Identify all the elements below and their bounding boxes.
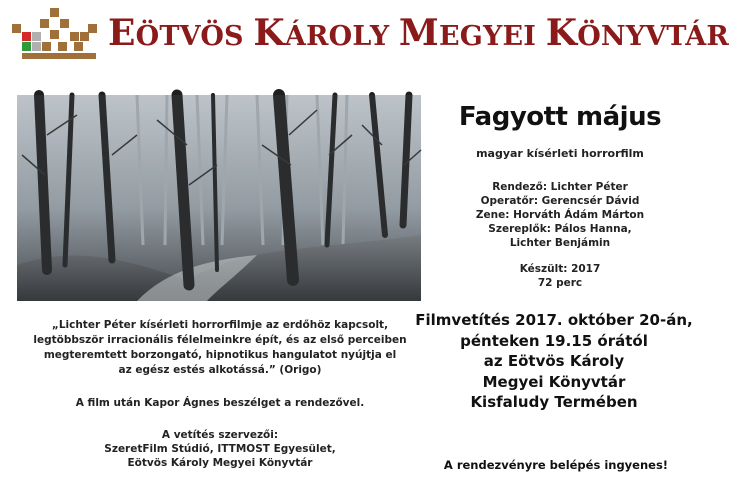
review-quote <box>28 318 412 378</box>
quote-line: legtöbbször irracionális félelmeinkre épít, és az első perceiben <box>33 334 407 346</box>
film-length: 72 perc <box>537 277 583 289</box>
library-logo <box>10 6 102 64</box>
screening-line: Kisfaludy Termében <box>470 393 638 411</box>
credit-director: Rendező: Lichter Péter <box>492 181 628 193</box>
quote-line: „Lichter Péter kísérleti horrorfilmje az erdőhöz kapcsolt, <box>51 319 389 331</box>
quote-line: megteremtett borzongató, hipnotikus hangulatot nyújtja el <box>43 349 397 361</box>
organizers-line: Eötvös Károly Megyei Könyvtár <box>127 457 313 469</box>
film-production-info <box>440 262 680 290</box>
organizers-label: A vetítés szervezői: <box>161 429 279 441</box>
forest-photo <box>17 95 421 301</box>
credit-cast: Szereplők: Pálos Hanna, <box>488 223 632 235</box>
credit-cinematographer: Operatőr: Gerencsér Dávid <box>480 195 640 207</box>
film-subtitle: magyar kísérleti horrorfilm <box>476 147 644 160</box>
screening-line: pénteken 19.15 órától <box>460 331 648 350</box>
library-name: EÖTVÖS KÁROLY MEGYEI KÖNYVTÁR <box>108 12 729 54</box>
screening-line: Megyei Könyvtár <box>482 372 626 391</box>
screening-info <box>408 310 700 413</box>
organizers-line: SzeretFilm Stúdió, ITTMOST Egyesület, <box>104 443 336 455</box>
screening-line: az Eötvös Károly <box>483 352 625 370</box>
credit-music: Zene: Horváth Ádám Márton <box>475 209 645 221</box>
film-title: Fagyott május <box>458 102 662 132</box>
credit-cast-cont: Lichter Benjámin <box>509 237 611 249</box>
quote-line: az egész estés alkotássá.” (Origo) <box>118 364 322 376</box>
free-entry-notice: A rendezvényre belépés ingyenes! <box>443 458 669 472</box>
film-credits <box>440 180 680 250</box>
film-year: Készült: 2017 <box>519 263 601 275</box>
organizers <box>28 428 412 470</box>
post-film-talk: A film után Kapor Ágnes beszélget a rendezővel. <box>75 397 365 409</box>
screening-line: Filmvetítés 2017. október 20-án, <box>415 311 693 329</box>
